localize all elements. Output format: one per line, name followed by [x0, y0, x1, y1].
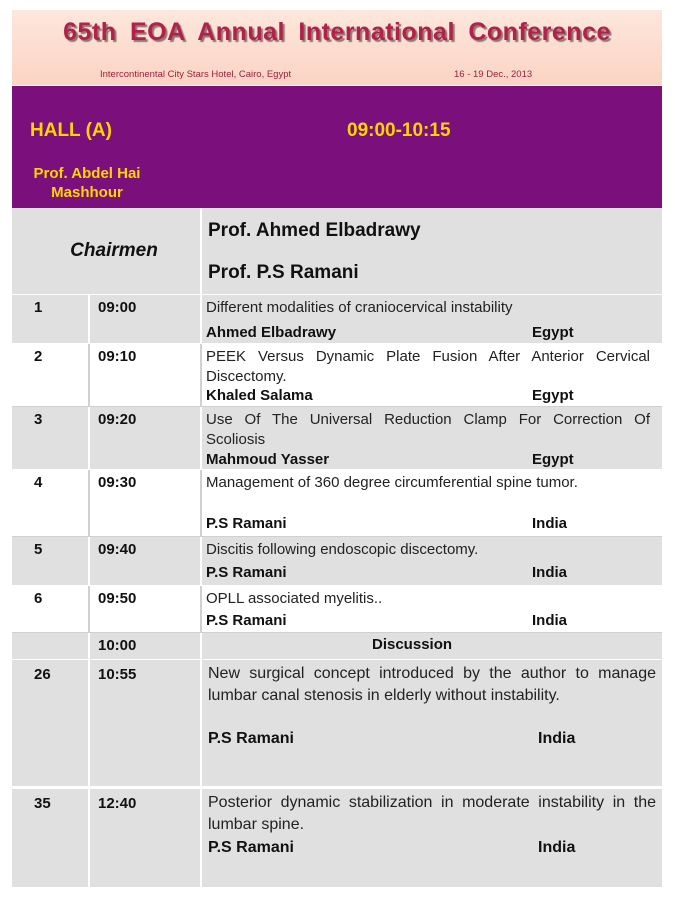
- talk-topic: Use Of The Universal Reduction Clamp For Correction Of Scoliosis: [206, 411, 650, 448]
- dates-text: 16 - 19 Dec., 2013: [454, 69, 533, 80]
- talk-number: 5: [34, 541, 43, 558]
- talk-topic: Management of 360 degree circumferential spine tumor.: [206, 474, 578, 491]
- chairman-name: Prof. Ahmed Elbadrawy: [208, 220, 421, 241]
- column-divider: [88, 660, 90, 786]
- column-divider: [88, 344, 90, 406]
- talk-country: India: [538, 730, 576, 747]
- talk-time: 09:00: [98, 299, 137, 316]
- talk-country: India: [532, 612, 568, 629]
- column-divider: [88, 633, 90, 659]
- talk-time: 10:55: [98, 666, 137, 683]
- column-divider: [200, 407, 202, 469]
- talk-topic: Posterior dynamic stabilization in moderate instability in the lumbar spine.: [208, 794, 656, 833]
- column-divider: [88, 537, 90, 585]
- session-header: [12, 86, 662, 208]
- table-row: [12, 586, 662, 634]
- table-row: [12, 470, 662, 538]
- session-professor: [12, 164, 162, 202]
- talk-author: P.S Ramani: [208, 839, 294, 856]
- talk-author: P.S Ramani: [206, 564, 287, 581]
- talk-time: 09:10: [98, 348, 137, 365]
- column-divider: [88, 295, 90, 343]
- talk-author: Khaled Salama: [206, 387, 313, 404]
- talk-author: P.S Ramani: [208, 730, 294, 747]
- talk-number: 1: [34, 299, 43, 316]
- talk-topic: OPLL associated myelitis..: [206, 590, 383, 607]
- conference-banner: [12, 10, 662, 85]
- talk-country: India: [532, 564, 568, 581]
- column-divider: [200, 208, 202, 294]
- column-divider: [200, 344, 202, 406]
- table-row: [12, 660, 662, 786]
- talk-number: 3: [34, 411, 43, 428]
- talk-topic: PEEK Versus Dynamic Plate Fusion After Anterior Cervical Discectomy.: [206, 348, 650, 385]
- chairmen-label: Chairmen: [70, 240, 158, 261]
- talk-author: Ahmed Elbadrawy: [206, 324, 337, 341]
- venue-text: Intercontinental City Stars Hotel, Cairo, Egypt: [100, 69, 292, 80]
- column-divider: [200, 586, 202, 632]
- talk-number: 2: [34, 348, 43, 365]
- conference-title: 65th EOA Annual International Conference: [63, 18, 611, 46]
- column-divider: [88, 586, 90, 632]
- column-divider: [200, 295, 202, 343]
- talk-topic: Discitis following endoscopic discectomy.: [206, 541, 479, 558]
- talk-country: India: [532, 515, 568, 532]
- table-row: [12, 789, 662, 887]
- talk-author: P.S Ramani: [206, 515, 287, 532]
- column-divider: [200, 470, 202, 536]
- column-divider: [88, 470, 90, 536]
- professor-line-2: Mashhour: [51, 184, 123, 201]
- talk-number: 26: [34, 666, 51, 683]
- column-divider: [200, 789, 202, 887]
- talk-topic: New surgical concept introduced by the author to manage lumbar canal stenosis in elderly without instability.: [208, 665, 656, 704]
- column-divider: [200, 537, 202, 585]
- talk-country: Egypt: [532, 324, 574, 341]
- talk-number: 6: [34, 590, 43, 607]
- discussion-label: Discussion: [372, 636, 453, 653]
- talk-number: 35: [34, 795, 51, 812]
- talk-time: 09:40: [98, 541, 137, 558]
- talk-time: 09:50: [98, 590, 137, 607]
- column-divider: [200, 660, 202, 786]
- table-row: [12, 344, 662, 408]
- talk-country: Egypt: [532, 451, 574, 468]
- column-divider: [200, 633, 202, 659]
- talk-author: P.S Ramani: [206, 612, 287, 629]
- table-row: [12, 407, 662, 471]
- talk-time: 09:30: [98, 474, 137, 491]
- column-divider: [88, 407, 90, 469]
- chairman-name: Prof. P.S Ramani: [208, 262, 359, 283]
- chairmen-row: [12, 208, 662, 296]
- talk-author: Mahmoud Yasser: [206, 451, 330, 468]
- talk-country: Egypt: [532, 387, 574, 404]
- discussion-time: 10:00: [98, 637, 137, 654]
- table-row: [12, 295, 662, 345]
- talk-number: 4: [34, 474, 43, 491]
- talk-country: India: [538, 839, 576, 856]
- table-row: [12, 537, 662, 587]
- hall-name: HALL (A): [30, 120, 112, 141]
- column-divider: [88, 789, 90, 887]
- session-time: 09:00-10:15: [347, 120, 451, 141]
- professor-line-1: Prof. Abdel Hai: [33, 165, 141, 182]
- discussion-row: [12, 633, 662, 661]
- talk-time: 12:40: [98, 795, 137, 812]
- talk-topic: Different modalities of craniocervical instability: [206, 299, 513, 316]
- talk-time: 09:20: [98, 411, 137, 428]
